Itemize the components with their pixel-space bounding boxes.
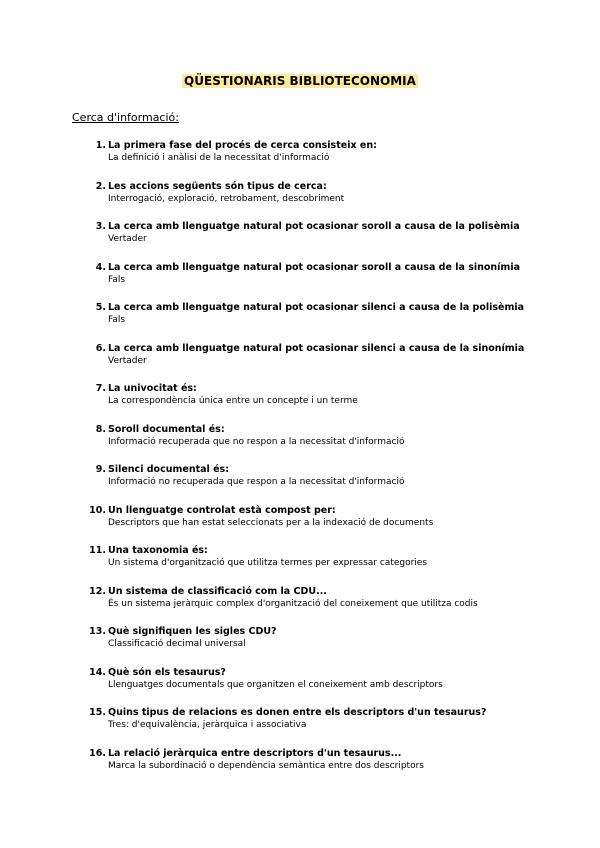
item-question: Una taxonomia és: [108,545,208,556]
list-item [88,140,588,181]
list-item [88,424,588,465]
item-answer: Informació no recuperada que respon a la necessitat d'informació [108,477,405,487]
item-question: La cerca amb llenguatge natural pot ocasionar soroll a causa de la sinonímia [108,261,520,273]
item-answer: És un sistema jeràrquic complex d'organització del coneixement que utilitza codis [108,598,478,609]
item-question: Què signifiquen les sigles CDU? [108,626,277,637]
item-number: 14. [89,666,106,678]
item-answer: Descriptors que han estat seleccionats per a la indexació de documents [108,517,434,528]
item-number: 8. [95,423,106,435]
list-item [88,505,588,546]
item-number: 10. [89,504,106,516]
item-answer: Interrogació, exploració, retrobament, descobriment [108,193,345,204]
item-question: Les accions següents són tipus de cerca: [108,180,327,192]
item-number: 7. [95,383,106,394]
item-answer: Vertader [108,234,147,244]
item-answer: Un sistema d'organització que utilitza termes per expressar categories [108,558,428,568]
list-item [88,667,588,708]
item-answer: Llenguatges documentals que organitzen el coneixement amb descriptors [108,679,443,690]
list-item [88,464,588,505]
list-item [88,302,588,343]
item-question: Quins tipus de relacions es donen entre els descriptors d'un tesaurus? [108,707,487,718]
list-item [88,545,588,586]
item-number: 12. [89,585,106,597]
item-number: 5. [95,302,106,313]
item-number: 2. [95,180,106,192]
item-question: La cerca amb llenguatge natural pot ocasionar silenci a causa de la sinonímia [108,342,525,354]
item-answer: Fals [108,274,126,285]
item-question: Un sistema de classificació com la CDU... [108,585,327,597]
item-number: 11. [89,545,106,556]
item-number: 9. [95,464,106,475]
title-wrap [0,70,600,89]
list-item [88,262,588,303]
item-answer: Classificació decimal universal [108,639,246,649]
item-answer: Informació recuperada que no respon a la necessitat d'informació [108,436,405,447]
item-question: La relació jeràrquica entre descriptors d'un tesaurus... [108,747,402,759]
list-item [88,343,588,384]
item-number: 15. [89,707,106,718]
item-answer: Marca la subordinació o dependència semàntica entre dos descriptors [108,760,424,771]
item-question: Silenci documental és: [108,464,229,475]
item-number: 4. [95,261,106,273]
list-item [88,181,588,222]
item-number: 3. [95,221,106,232]
question-list [88,140,588,788]
item-question: La cerca amb llenguatge natural pot ocasionar silenci a causa de la polisèmia [108,302,525,313]
item-answer: La correspondència única entre un concepte i un terme [108,396,358,406]
list-item [88,383,588,424]
page-title: QÜESTIONARIS BIBLIOTECONOMIA [184,74,416,88]
item-answer: Fals [108,315,126,325]
list-item [88,221,588,262]
item-answer: Vertader [108,355,147,366]
item-answer: La definició i anàlisi de la necessitat d'informació [108,153,330,163]
list-item [88,707,588,748]
item-answer: Tres: d'equivalència, jeràrquica i associativa [108,720,307,730]
item-question: La univocitat és: [108,383,197,394]
item-number: 13. [89,626,106,637]
item-number: 16. [89,747,106,759]
item-question: Un llenguatge controlat està compost per: [108,504,336,516]
item-question: Soroll documental és: [108,423,225,435]
list-item [88,626,588,667]
list-item [88,586,588,627]
item-number: 1. [95,140,106,151]
list-item [88,748,588,789]
item-question: La cerca amb llenguatge natural pot ocasionar soroll a causa de la polisèmia [108,221,520,232]
item-question: Què són els tesaurus? [108,666,226,678]
item-number: 6. [95,342,106,354]
item-question: La primera fase del procés de cerca consisteix en: [108,140,377,151]
section-heading: Cerca d'informació: [72,111,179,124]
